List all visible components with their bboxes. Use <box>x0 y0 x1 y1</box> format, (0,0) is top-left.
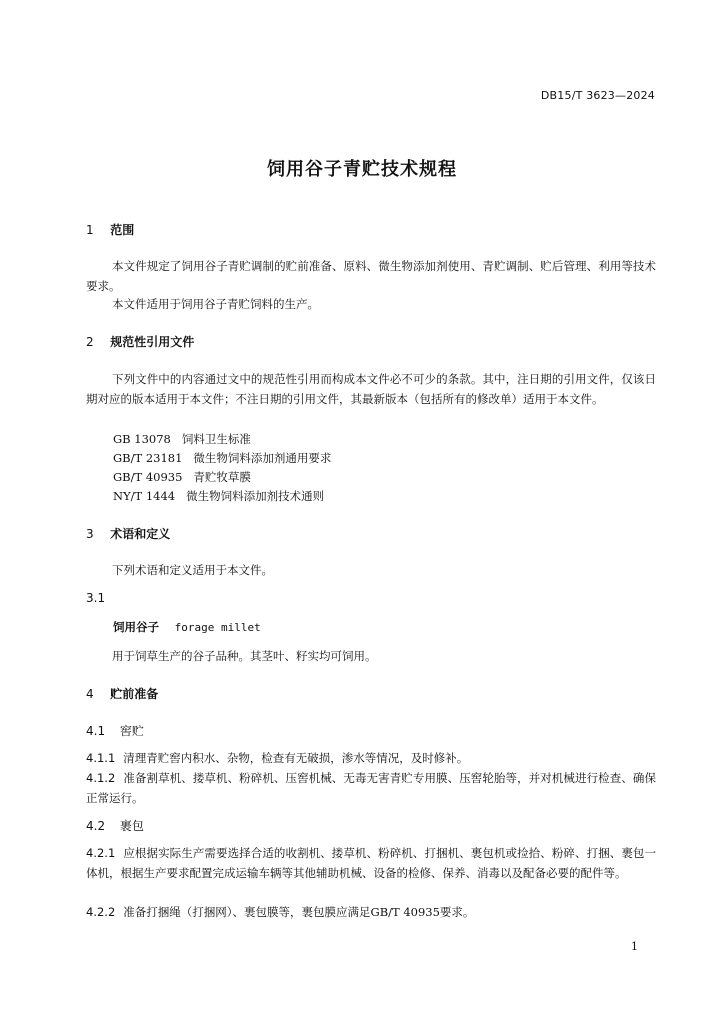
subsection-number: 4.1 <box>86 724 106 738</box>
clause-number: 4.1.2 <box>86 771 116 785</box>
subsection-title: 裹包 <box>119 819 144 833</box>
section-number: 3 <box>86 527 94 541</box>
clause-text: 应根据实际生产需要选择合适的收割机、搂草机、粉碎机、打捆机、裹包机或捡拾、粉碎、打捆、裹包一体机，根据生产要求配置完成运输车辆等其他辅助机械、设备的检修、保养、消毒以及配备必要的配件等。 <box>86 846 656 880</box>
reference-code: GB/T 40935 <box>113 470 183 484</box>
subsection-number: 4.2 <box>86 819 106 833</box>
reference-item <box>113 450 331 466</box>
term-definition: 用于饲草生产的谷子品种。其茎叶、籽实均可饲用。 <box>112 649 377 663</box>
subsection-4-1-heading <box>86 722 144 739</box>
section-number: 2 <box>86 335 94 349</box>
section-title: 规范性引用文件 <box>110 335 195 349</box>
clause-number: 4.1.1 <box>86 751 116 765</box>
section-1-heading <box>86 221 134 238</box>
subsection-title: 窖贮 <box>119 724 144 738</box>
section-number: 1 <box>86 223 94 237</box>
clause-4-1-1 <box>86 748 656 768</box>
section-title: 术语和定义 <box>110 527 171 541</box>
standard-number: DB15/T 3623—2024 <box>540 89 655 102</box>
reference-code: NY/T 1444 <box>113 489 176 503</box>
section-2-paragraph-1: 下列文件中的内容通过文中的规范性引用而构成本文件必不可少的条款。其中，注日期的引用文件，仅该日期对应的版本适用于本文件；不注日期的引用文件，其最新版本（包括所有的修改单）适用于本文件。 <box>86 372 656 406</box>
reference-name: 饲料卫生标准 <box>181 432 251 446</box>
reference-name: 微生物饲料添加剂通用要求 <box>193 451 332 465</box>
section-3-paragraph-1: 下列术语和定义适用于本文件。 <box>112 563 273 577</box>
clause-4-2-1 <box>86 843 656 883</box>
reference-code: GB/T 23181 <box>113 451 183 465</box>
clause-text: 清理青贮窖内积水、杂物，检查有无破损，渗水等情况，及时修补。 <box>123 751 469 765</box>
section-1-paragraph-2: 本文件适用于饲用谷子青贮饲料的生产。 <box>112 297 319 311</box>
section-title: 贮前准备 <box>110 687 159 701</box>
section-4-heading <box>86 685 158 702</box>
reference-code: GB 13078 <box>113 432 171 446</box>
reference-item <box>113 488 324 504</box>
subsection-4-2-heading <box>86 817 144 834</box>
clause-4-1-2 <box>86 768 656 808</box>
term-chinese: 饲用谷子 <box>113 620 159 634</box>
section-title: 范围 <box>110 223 135 237</box>
section-2-heading <box>86 333 194 350</box>
clause-text: 准备打捆绳（打捆网）、裹包膜等，裹包膜应满足GB/T 40935要求。 <box>123 905 475 919</box>
page-number: 1 <box>631 940 638 953</box>
clause-text: 准备割草机、搂草机、粉碎机、压窖机械、无毒无害青贮专用膜、压窖轮胎等，并对机械进行检查、确保正常运行。 <box>86 771 656 805</box>
reference-item <box>113 469 251 485</box>
clause-4-2-2 <box>86 902 656 922</box>
section-number: 4 <box>86 687 94 701</box>
reference-name: 青贮牧草膜 <box>193 470 251 484</box>
clause-number: 4.2.1 <box>86 846 116 860</box>
reference-name: 微生物饲料添加剂技术通则 <box>186 489 325 503</box>
term-english: forage millet <box>174 621 261 634</box>
term-number: 3.1 <box>86 591 106 605</box>
reference-item <box>113 431 251 447</box>
clause-number: 4.2.2 <box>86 905 116 919</box>
section-1-paragraph-1: 本文件规定了饲用谷子青贮调制的贮前准备、原料、微生物添加剂使用、青贮调制、贮后管理、利用等技术要求。 <box>86 259 656 293</box>
term-entry <box>113 619 261 635</box>
document-title: 饲用谷子青贮技术规程 <box>267 159 457 180</box>
section-3-heading <box>86 525 170 542</box>
